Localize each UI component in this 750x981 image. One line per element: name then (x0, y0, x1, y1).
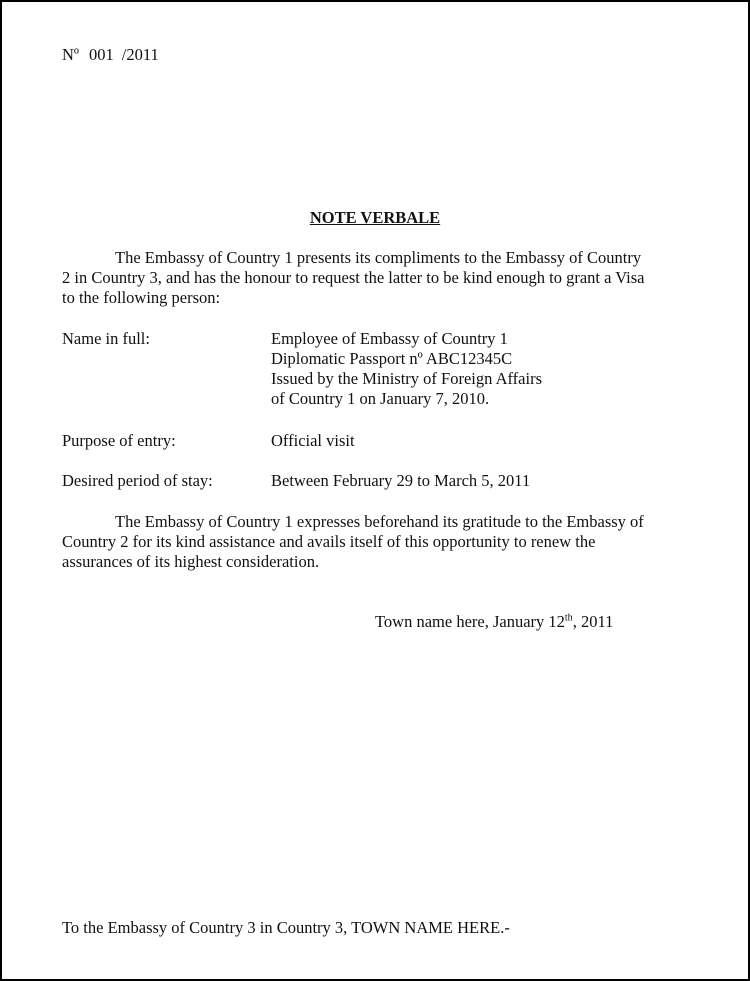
intro-line: 2 in Country 3, and has the honour to request the latter to be kind enough to grant a Visa (62, 268, 645, 287)
name-value-line: of Country 1 on January 7, 2010. (271, 389, 490, 408)
document-title: NOTE VERBALE (309, 208, 441, 227)
closing-paragraph (62, 512, 702, 572)
reference-year: /2011 (121, 45, 159, 64)
closing-line: assurances of its highest consideration. (62, 552, 320, 571)
closing-line: The Embassy of Country 1 expresses beforehand its gratitude to the Embassy of (115, 512, 644, 531)
intro-line: to the following person: (62, 288, 221, 307)
period-value: Between February 29 to March 5, 2011 (271, 471, 531, 490)
addressee-line: To the Embassy of Country 3 in Country 3, TOWN NAME HERE.- (62, 918, 510, 937)
purpose-value: Official visit (271, 431, 355, 450)
purpose-label: Purpose of entry: (62, 431, 176, 450)
reference-number-value: 001 (89, 45, 114, 64)
reference-number (62, 45, 159, 65)
intro-line: The Embassy of Country 1 presents its compliments to the Embassy of Country (115, 248, 642, 267)
period-label: Desired period of stay: (62, 471, 213, 490)
name-label: Name in full: (62, 329, 150, 348)
closing-line: Country 2 for its kind assistance and avails itself of this opportunity to renew the (62, 532, 596, 551)
reference-prefix: Nº (62, 45, 80, 64)
intro-paragraph (62, 248, 702, 308)
date-ordinal-suffix: th (564, 612, 573, 624)
place-and-date: Town name here, January 12th, 2011 (375, 612, 614, 631)
name-value-line: Employee of Embassy of Country 1 (271, 329, 508, 348)
name-value-line: Diplomatic Passport nº ABC12345C (271, 349, 513, 368)
name-value (271, 329, 542, 409)
name-value-line: Issued by the Ministry of Foreign Affairs (271, 369, 543, 388)
